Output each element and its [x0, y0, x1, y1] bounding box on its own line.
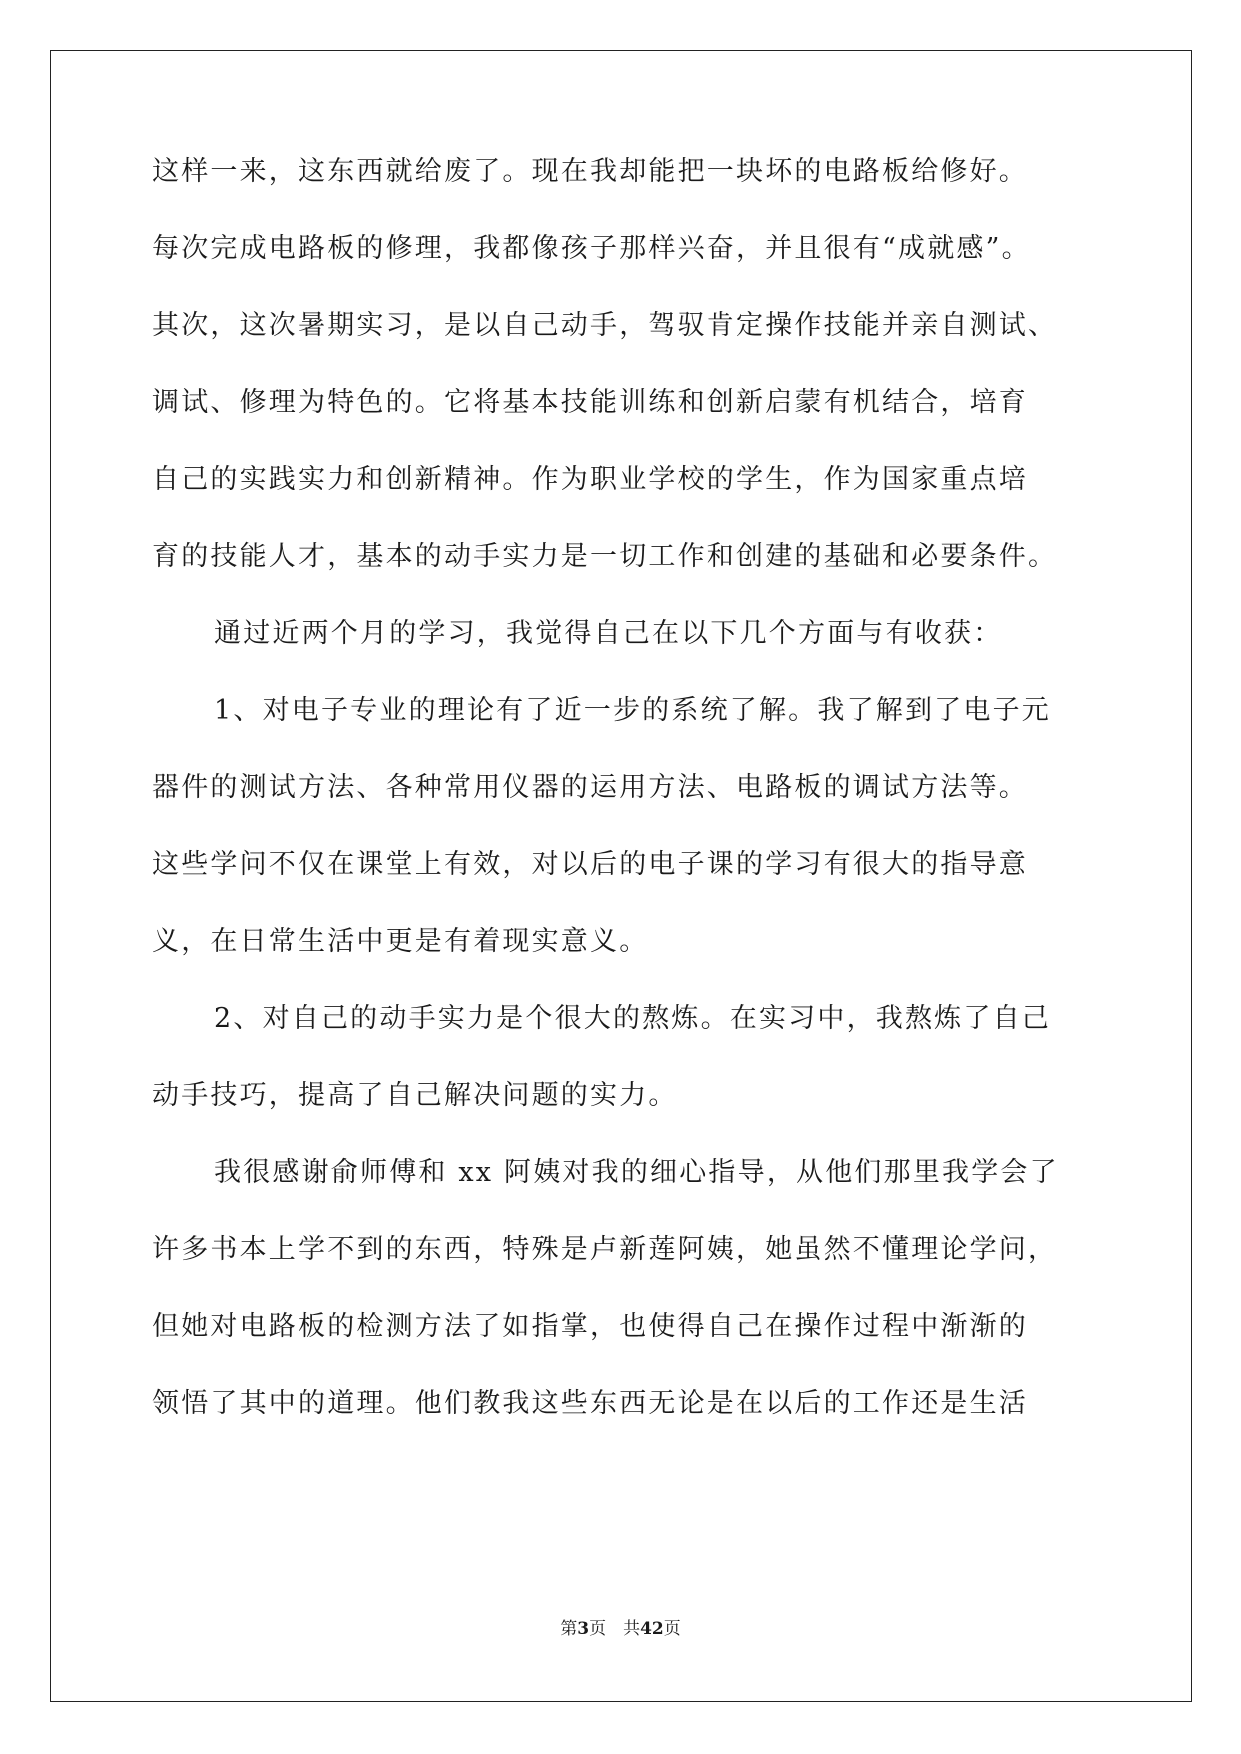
text-line: 许多书本上学不到的东西，特殊是卢新莲阿姨，她虽然不懂理论学问，: [152, 1234, 1058, 1265]
page-number-suffix: 页: [663, 1619, 681, 1639]
paragraph-start-line: 通过近两个月的学习，我觉得自己在以下几个方面与有收获：: [214, 618, 1003, 649]
page-footer: [0, 1617, 1241, 1641]
text-line: 自己的实践实力和创新精神。作为职业学校的学生，作为国家重点培: [152, 464, 1028, 495]
text-line: 这些学问不仅在课堂上有效，对以后的电子课的学习有很大的指导意: [152, 849, 1028, 880]
page-number-total: 42: [640, 1619, 664, 1639]
page-number-prefix: 第: [560, 1619, 578, 1639]
text-line: 但她对电路板的检测方法了如指掌，也使得自己在操作过程中渐渐的: [152, 1311, 1028, 1342]
paragraph-start-line: 1、对电子专业的理论有了近一步的系统了解。我了解到了电子元: [214, 695, 1051, 726]
text-line: 其次，这次暑期实习，是以自己动手，驾驭肯定操作技能并亲自测试、: [152, 310, 1058, 341]
text-line: 义，在日常生活中更是有着现实意义。: [152, 926, 649, 957]
page-number-current: 3: [577, 1619, 590, 1639]
text-line: 育的技能人才，基本的动手实力是一切工作和创建的基础和必要条件。: [152, 541, 1058, 572]
text-line: 调试、修理为特色的。它将基本技能训练和创新启蒙有机结合，培育: [152, 387, 1028, 418]
paragraph-start-line: 2、对自己的动手实力是个很大的熬炼。在实习中，我熬炼了自己: [214, 1003, 1051, 1034]
text-line: 领悟了其中的道理。他们教我这些东西无论是在以后的工作还是生活: [152, 1388, 1028, 1419]
text-line: 每次完成电路板的修理，我都像孩子那样兴奋，并且很有“成就感”。: [152, 233, 1031, 264]
text-line: 这样一来，这东西就给废了。现在我却能把一块坏的电路板给修好。: [152, 156, 1028, 187]
page-number-middle: 页 共: [589, 1619, 641, 1639]
text-line: 器件的测试方法、各种常用仪器的运用方法、电路板的调试方法等。: [152, 772, 1028, 803]
paragraph-start-line: 我很感谢俞师傅和 xx 阿姨对我的细心指导，从他们那里我学会了: [214, 1157, 1059, 1188]
text-line: 动手技巧，提高了自己解决问题的实力。: [152, 1080, 678, 1111]
